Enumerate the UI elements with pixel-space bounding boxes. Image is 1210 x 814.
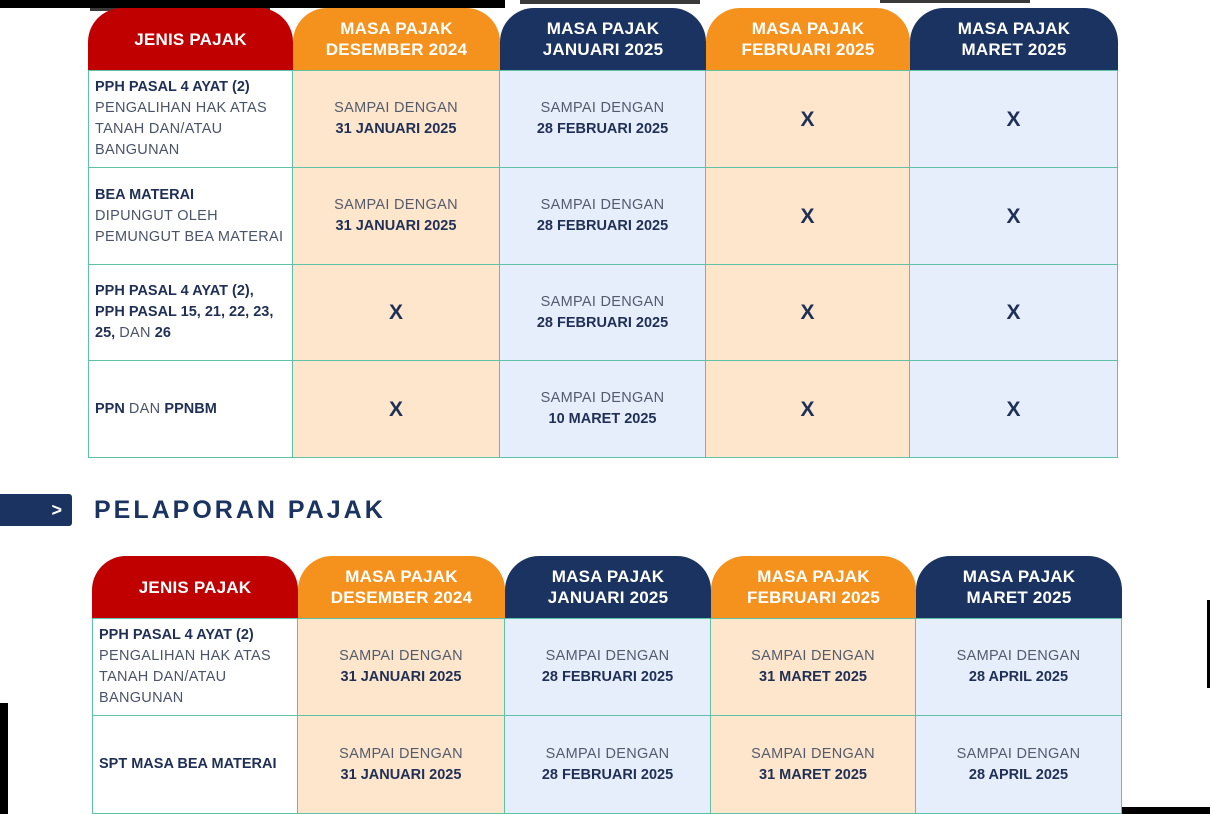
table-row	[92, 716, 1122, 814]
deadline-cell: SAMPAI DENGAN 10 MARET 2025	[500, 361, 706, 458]
deadline-cell: SAMPAI DENGAN 28 FEBRUARI 2025	[500, 70, 706, 168]
x-mark-icon: X	[388, 397, 403, 421]
header-januari-2025: MASA PAJAK JANUARI 2025	[505, 556, 711, 618]
jenis-line-3: 25, DAN 26	[95, 325, 171, 341]
deadline-cell: SAMPAI DENGAN 28 FEBRUARI 2025	[500, 265, 706, 361]
table-row	[88, 70, 1118, 168]
deadline-cell: SAMPAI DENGAN 31 JANUARI 2025	[293, 168, 500, 265]
jenis-pajak-cell: SPT MASA BEA MATERAI	[92, 716, 298, 814]
header-jenis-pajak: JENIS PAJAK	[92, 556, 298, 618]
x-mark-icon: X	[800, 301, 815, 324]
table-header-row	[88, 8, 1118, 70]
not-applicable-cell	[706, 361, 910, 458]
x-mark-icon: X	[1006, 107, 1021, 131]
deadline-cell: SAMPAI DENGAN 31 MARET 2025	[711, 618, 916, 716]
header-jenis-pajak: JENIS PAJAK	[88, 8, 293, 70]
deadline-cell: SAMPAI DENGAN 28 FEBRUARI 2025	[500, 168, 706, 265]
deadline-cell: SAMPAI DENGAN 28 APRIL 2025	[916, 618, 1122, 716]
left-edge-bar	[0, 703, 8, 814]
not-applicable-cell	[706, 265, 910, 361]
table-row	[88, 265, 1118, 361]
not-applicable-cell	[910, 361, 1118, 458]
header-januari-2025: MASA PAJAK JANUARI 2025	[500, 8, 706, 70]
x-mark-icon: X	[1006, 204, 1021, 228]
deadline-cell: SAMPAI DENGAN 28 FEBRUARI 2025	[505, 618, 711, 716]
jenis-pajak-cell: PPH PASAL 4 AYAT (2) PENGALIHAN HAK ATAS TANAH DAN/ATAU BANGUNAN	[92, 618, 298, 716]
not-applicable-cell	[706, 168, 910, 265]
not-applicable-cell	[910, 70, 1118, 168]
header-februari-2025: MASA PAJAK FEBRUARI 2025	[711, 556, 916, 618]
table-row	[88, 168, 1118, 265]
x-mark-icon: X	[800, 397, 815, 421]
header-februari-2025: MASA PAJAK FEBRUARI 2025	[706, 8, 910, 70]
deadline-cell: SAMPAI DENGAN 31 JANUARI 2025	[298, 618, 505, 716]
top-edge-strip	[880, 0, 1030, 3]
section-title: PELAPORAN PAJAK	[94, 495, 386, 524]
deadline-cell: SAMPAI DENGAN 28 APRIL 2025	[916, 716, 1122, 814]
table-body	[92, 618, 1122, 814]
table-row	[88, 361, 1118, 458]
x-mark-icon: X	[1006, 397, 1021, 421]
jenis-pajak-cell: PPH PASAL 4 AYAT (2) PENGALIHAN HAK ATAS TANAH DAN/ATAU BANGUNAN	[88, 70, 293, 168]
not-applicable-cell	[293, 265, 500, 361]
jenis-pajak-cell: PPH PASAL 4 AYAT (2), PPH PASAL 15, 21, 22, 23, 25, DAN 26	[88, 265, 293, 361]
top-edge-strip	[520, 0, 700, 4]
not-applicable-cell	[910, 265, 1118, 361]
deadline-cell: SAMPAI DENGAN 31 JANUARI 2025	[298, 716, 505, 814]
not-applicable-cell	[706, 70, 910, 168]
header-maret-2025: MASA PAJAK MARET 2025	[916, 556, 1122, 618]
not-applicable-cell	[910, 168, 1118, 265]
section-heading-pelaporan	[0, 494, 386, 526]
deadline-cell: SAMPAI DENGAN 31 JANUARI 2025	[293, 70, 500, 168]
reporting-deadline-table	[92, 556, 1122, 814]
x-mark-icon: X	[1006, 301, 1021, 324]
table-header-row	[92, 556, 1122, 618]
x-mark-icon: X	[388, 301, 403, 324]
header-desember-2024: MASA PAJAK DESEMBER 2024	[298, 556, 505, 618]
chevron-right-icon: >	[0, 494, 72, 526]
header-maret-2025: MASA PAJAK MARET 2025	[910, 8, 1118, 70]
header-desember-2024: MASA PAJAK DESEMBER 2024	[293, 8, 500, 70]
deadline-cell: SAMPAI DENGAN 31 MARET 2025	[711, 716, 916, 814]
x-mark-icon: X	[800, 107, 815, 131]
table-body	[88, 70, 1118, 458]
payment-deadline-table	[88, 8, 1118, 458]
jenis-pajak-cell	[88, 361, 293, 458]
jenis-line: PPN DAN PPNBM	[95, 400, 217, 417]
table-row	[92, 618, 1122, 716]
not-applicable-cell	[293, 361, 500, 458]
top-edge-bar	[0, 0, 505, 8]
x-mark-icon: X	[800, 204, 815, 228]
deadline-cell: SAMPAI DENGAN 28 FEBRUARI 2025	[505, 716, 711, 814]
jenis-pajak-cell: BEA MATERAI DIPUNGUT OLEH PEMUNGUT BEA MATERAI	[88, 168, 293, 265]
